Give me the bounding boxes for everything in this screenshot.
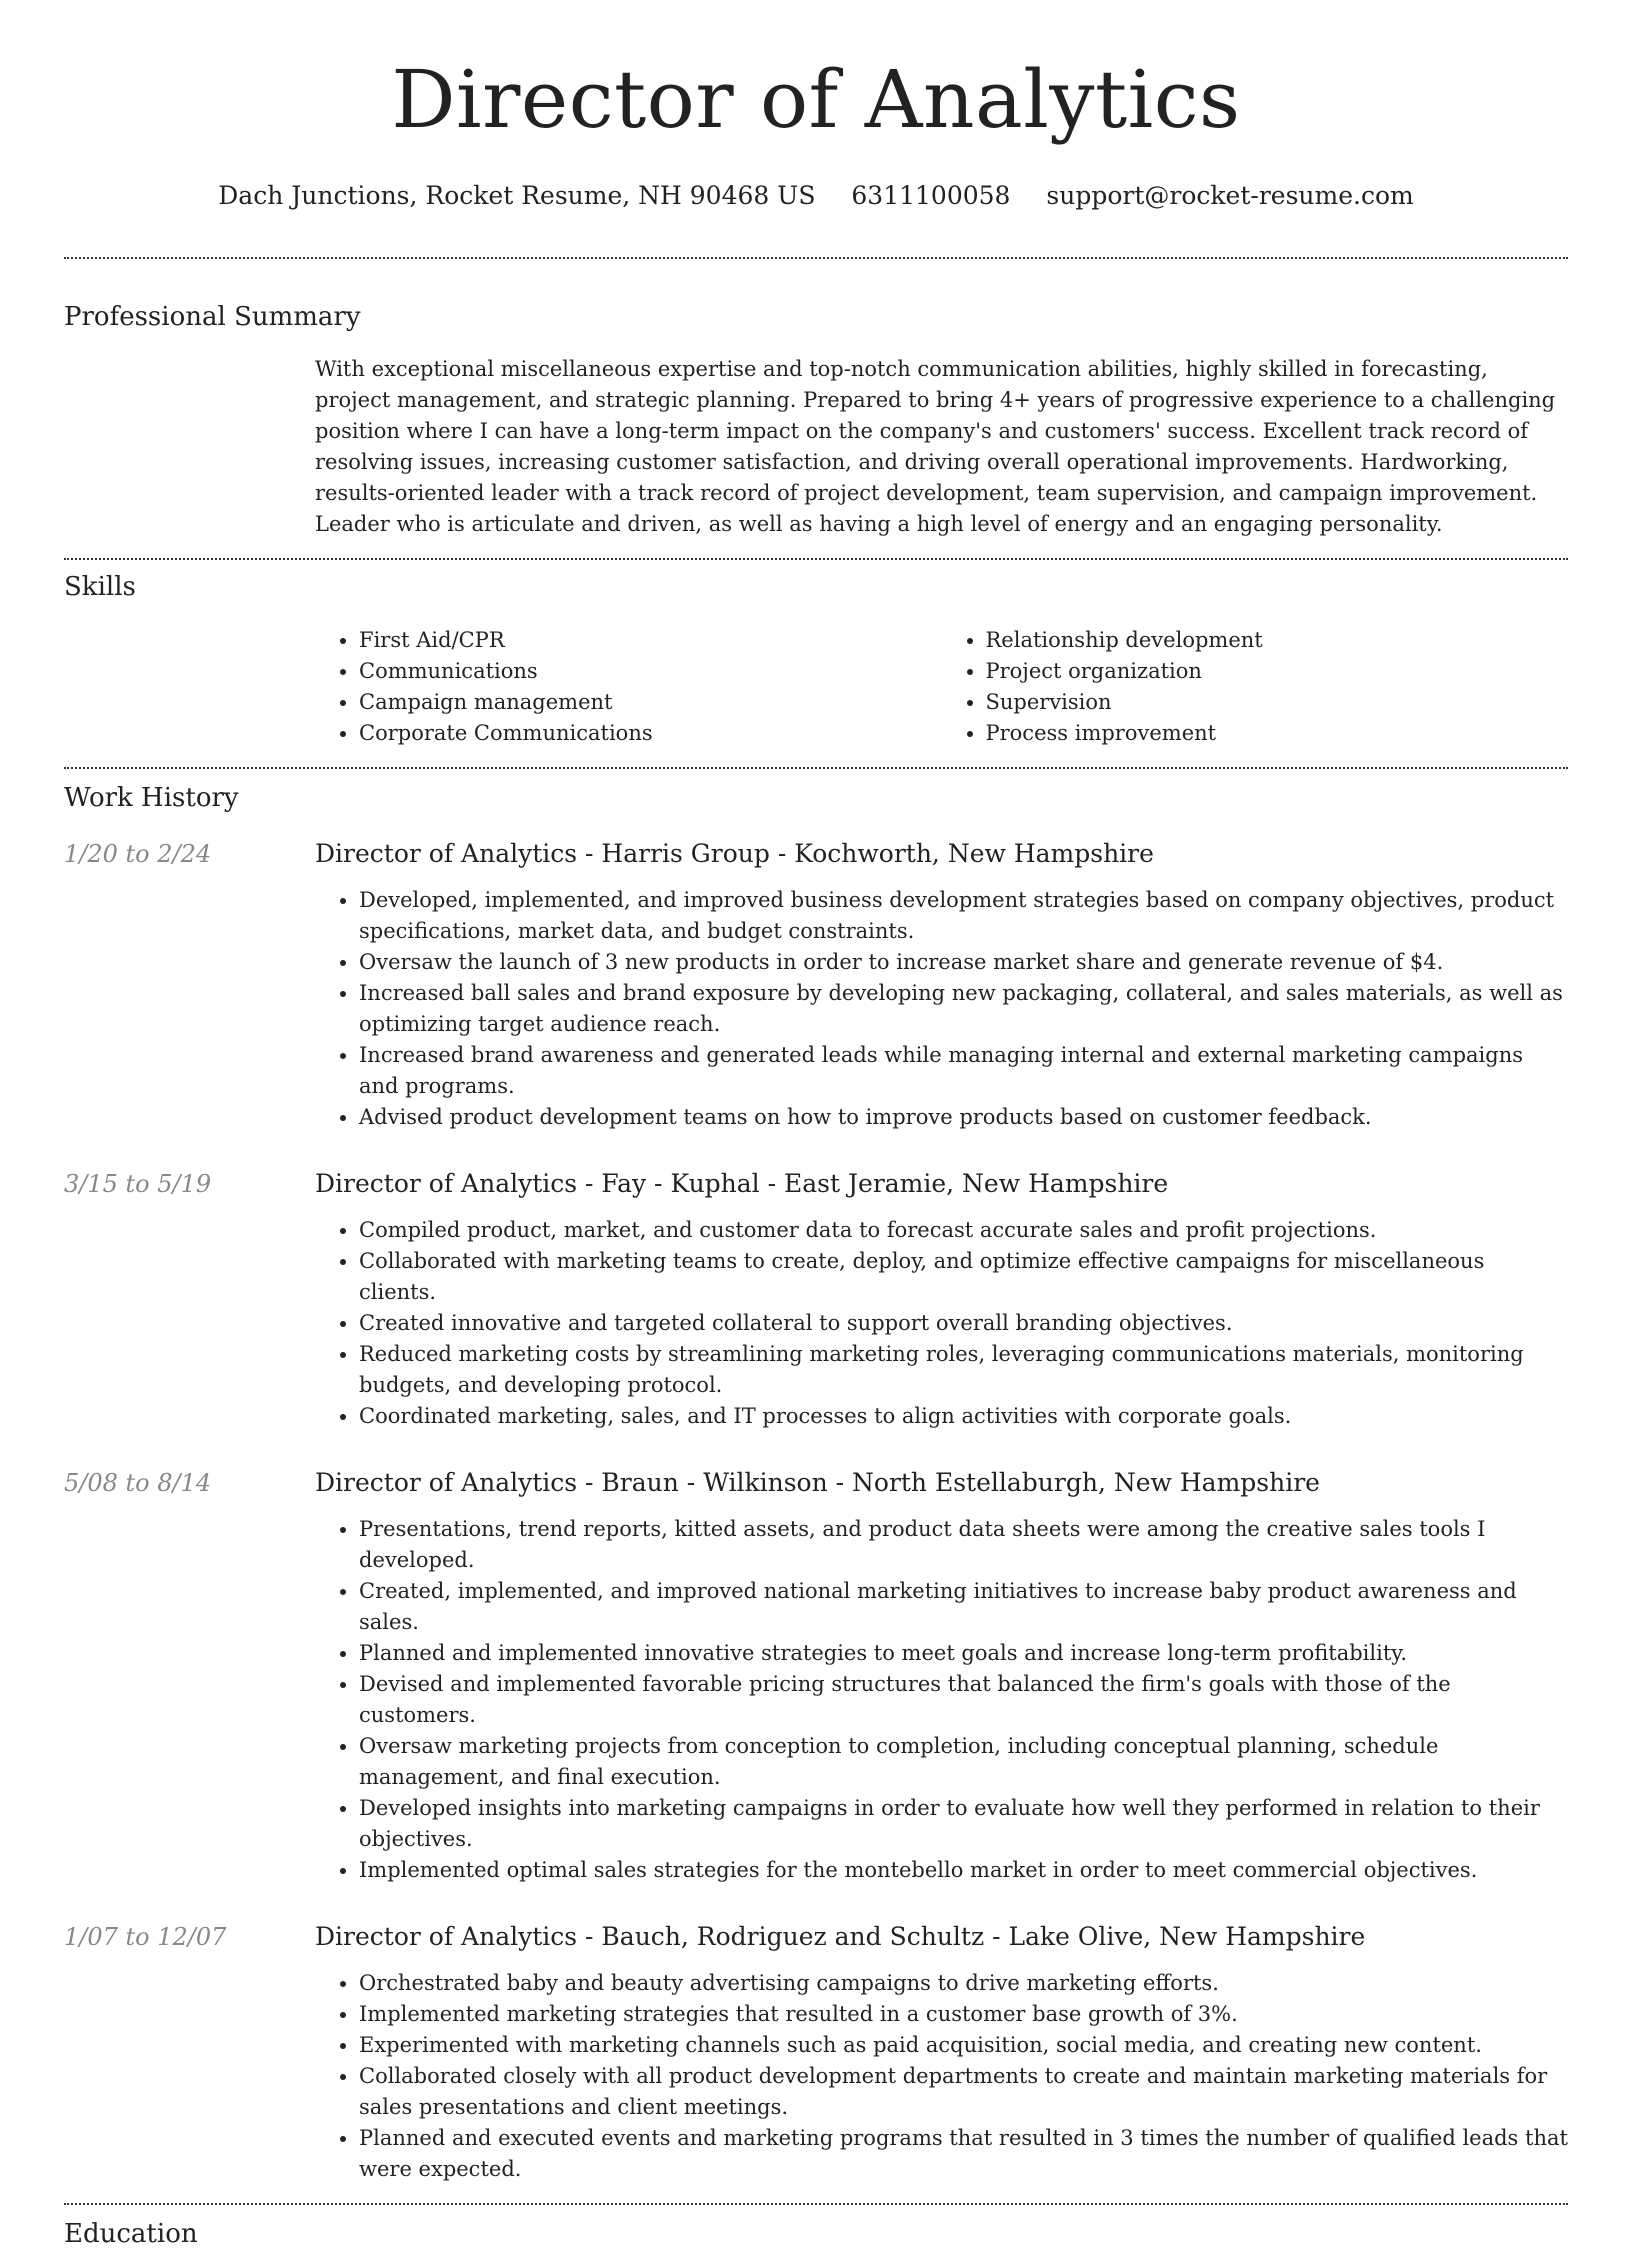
job-body xyxy=(315,1167,1568,1432)
job-body xyxy=(315,1466,1568,1886)
job-bullet: • Oversaw marketing projects from conception to completion, including conceptual planning, schedule management, and final execution. xyxy=(359,1731,1568,1793)
job-bullet: • Coordinated marketing, sales, and IT processes to align activities with corporate goals. xyxy=(359,1401,1568,1432)
divider xyxy=(64,558,1568,560)
job-dates: 1/07 to 12/07 xyxy=(64,1923,227,1951)
job-bullet: • Collaborated closely with all product development departments to create and maintain marketing materials for sales presentations and client meetings. xyxy=(359,2061,1568,2123)
job-bullet: • Orchestrated baby and beauty advertising campaigns to drive marketing efforts. xyxy=(359,1968,1568,1999)
job-bullet: • Created innovative and targeted collateral to support overall branding objectives. xyxy=(359,1308,1568,1339)
skill-item: • Process improvement xyxy=(986,718,1569,749)
job-title: Director of Analytics - Fay - Kuphal - East Jeramie, New Hampshire xyxy=(315,1169,1169,1198)
job-bullets xyxy=(315,885,1568,1133)
summary-heading: Professional Summary xyxy=(64,302,361,332)
contact-line xyxy=(64,178,1568,214)
job-bullet: • Advised product development teams on how to improve products based on customer feedback. xyxy=(359,1102,1568,1133)
job-bullet: • Implemented marketing strategies that resulted in a customer base growth of 3%. xyxy=(359,1999,1568,2030)
skill-item: • Campaign management xyxy=(359,687,942,718)
job-bullet: • Reduced marketing costs by streamlining marketing roles, leveraging communications materials, monitoring budgets, and developing protocol. xyxy=(359,1339,1568,1401)
job-body xyxy=(315,837,1568,1133)
job-dates: 1/20 to 2/24 xyxy=(64,840,212,868)
job-title: Director of Analytics - Bauch, Rodriguez and Schultz - Lake Olive, New Hampshire xyxy=(315,1922,1366,1951)
skill-item: • Communications xyxy=(359,656,942,687)
education-heading: Education xyxy=(64,2219,198,2249)
skills-column-right xyxy=(942,625,1569,749)
skill-item: • Relationship development xyxy=(986,625,1569,656)
job-dates: 5/08 to 8/14 xyxy=(64,1469,212,1497)
job-bullets xyxy=(315,1968,1568,2185)
job-bullet: • Increased brand awareness and generated leads while managing internal and external marketing campaigns and programs. xyxy=(359,1040,1568,1102)
job-dates: 3/15 to 5/19 xyxy=(64,1170,212,1198)
skills-list xyxy=(315,625,1568,749)
job-bullets xyxy=(315,1514,1568,1886)
job-bullet: • Experimented with marketing channels such as paid acquisition, social media, and creating new content. xyxy=(359,2030,1568,2061)
contact-phone: 6311100058 xyxy=(851,181,1011,210)
job-bullet: • Compiled product, market, and customer data to forecast accurate sales and profit projections. xyxy=(359,1215,1568,1246)
job-bullet: • Oversaw the launch of 3 new products in order to increase market share and generate revenue of $4. xyxy=(359,947,1568,978)
resume-name: Director of Analytics xyxy=(391,53,1241,146)
job-entry xyxy=(64,1920,1568,2185)
skill-item: • First Aid/CPR xyxy=(359,625,942,656)
job-bullet: • Developed, implemented, and improved business development strategies based on company objectives, product specifications, market data, and budget constraints. xyxy=(359,885,1568,947)
skill-item: • Project organization xyxy=(986,656,1569,687)
job-bullet: • Created, implemented, and improved national marketing initiatives to increase baby product awareness and sales. xyxy=(359,1576,1568,1638)
job-bullet: • Implemented optimal sales strategies for the montebello market in order to meet commercial objectives. xyxy=(359,1855,1568,1886)
job-bullets xyxy=(315,1215,1568,1432)
divider xyxy=(64,2203,1568,2205)
divider xyxy=(64,767,1568,769)
divider xyxy=(64,257,1568,259)
summary-text: With exceptional miscellaneous expertise and top-notch communication abilities, highly skilled in forecasting, project management, and strategic planning. Prepared to bring 4+ years of progressive experience to a challenging position where I can have a long-term impact on the company's and customers' success. Excellent track record of resolving issues, increasing customer satisfaction, and driving overall operational improvements. Hardworking, results-oriented leader with a track record of project development, team supervision, and campaign improvement. Leader who is articulate and driven, as well as having a high level of energy and an engaging personality. xyxy=(315,357,1556,536)
job-bullet: • Presentations, trend reports, kitted assets, and product data sheets were among the creative sales tools I developed. xyxy=(359,1514,1568,1576)
resume-page xyxy=(64,0,1568,2251)
job-bullet: • Collaborated with marketing teams to create, deploy, and optimize effective campaigns for miscellaneous clients. xyxy=(359,1246,1568,1308)
job-bullet: • Increased ball sales and brand exposure by developing new packaging, collateral, and sales materials, as well as optimizing target audience reach. xyxy=(359,978,1568,1040)
job-title: Director of Analytics - Harris Group - Kochworth, New Hampshire xyxy=(315,839,1154,868)
work-history-heading: Work History xyxy=(64,783,239,813)
job-bullet: • Developed insights into marketing campaigns in order to evaluate how well they performed in relation to their objectives. xyxy=(359,1793,1568,1855)
job-bullet: • Planned and implemented innovative strategies to meet goals and increase long-term profitability. xyxy=(359,1638,1568,1669)
skill-item: • Corporate Communications xyxy=(359,718,942,749)
skill-item: • Supervision xyxy=(986,687,1569,718)
job-bullet: • Devised and implemented favorable pricing structures that balanced the firm's goals with those of the customers. xyxy=(359,1669,1568,1731)
skills-column-left xyxy=(315,625,942,749)
job-entry xyxy=(64,1167,1568,1432)
job-title: Director of Analytics - Braun - Wilkinson - North Estellaburgh, New Hampshire xyxy=(315,1468,1320,1497)
contact-email: support@rocket-resume.com xyxy=(1046,181,1414,210)
job-entry xyxy=(64,1466,1568,1886)
contact-address: Dach Junctions, Rocket Resume, NH 90468 US xyxy=(218,181,816,210)
skills-heading: Skills xyxy=(64,572,136,602)
job-body xyxy=(315,1920,1568,2185)
job-entry xyxy=(64,837,1568,1133)
job-bullet: • Planned and executed events and marketing programs that resulted in 3 times the number of qualified leads that were expected. xyxy=(359,2123,1568,2185)
